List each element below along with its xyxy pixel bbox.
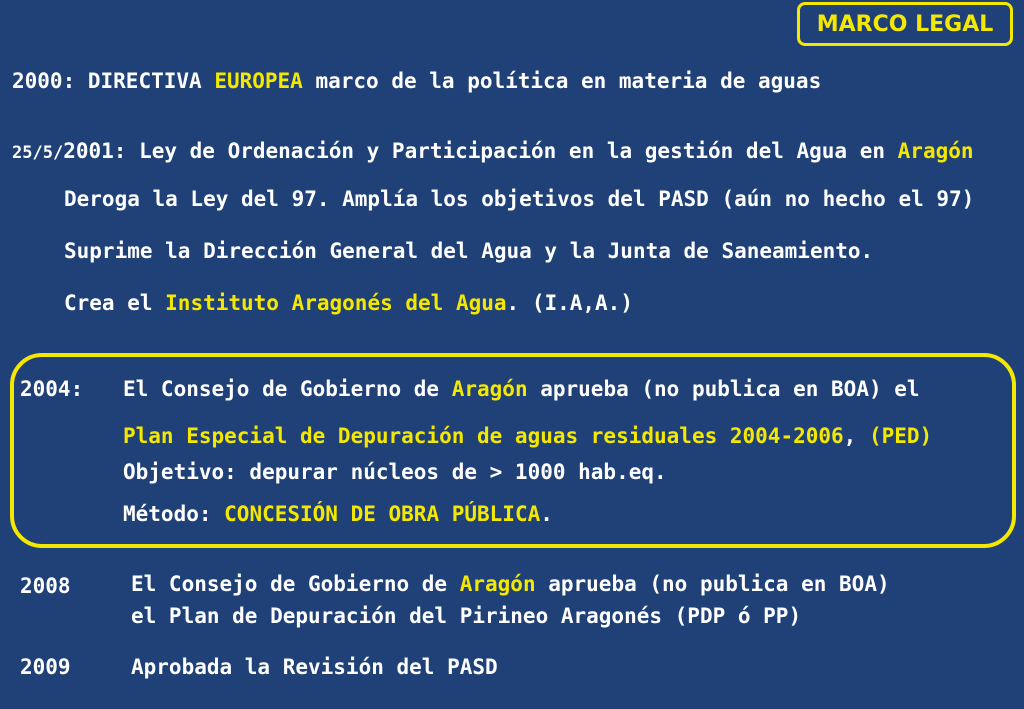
plan-especial-line xyxy=(123,423,932,449)
ley-text: Ley de Ordenación y Participación en la gestión del Agua en xyxy=(139,139,898,163)
plan-pirineo-line: el Plan de Depuración del Pirineo Aragonés (PDP ó PP) xyxy=(131,604,802,628)
row-2001 xyxy=(12,138,974,166)
consejo-prefix: El Consejo de Gobierno de xyxy=(123,377,452,401)
date-prefix-2001: 25/5/ xyxy=(12,143,64,163)
crea-line xyxy=(64,290,633,316)
consejo-2008-suffix: aprueba (no publica en BOA) xyxy=(535,572,890,596)
row-2000 xyxy=(12,68,821,94)
directiva-description: marco de la política en materia de aguas xyxy=(315,69,822,93)
metodo-line xyxy=(123,501,553,527)
aragon-highlight-2004: Aragón xyxy=(451,377,528,401)
suprime-line: Suprime la Dirección General del Agua y la Junta de Saneamiento. xyxy=(64,239,874,263)
crea-prefix: Crea el xyxy=(64,291,166,315)
concesion-highlight: CONCESIÓN DE OBRA PÚBLICA xyxy=(224,502,541,526)
objetivo-line: Objetivo: depurar núcleos de > 1000 hab.eq. xyxy=(123,460,667,484)
revision-line: Aprobada la Revisión del PASD xyxy=(131,655,498,679)
year-2000: 2000: xyxy=(12,69,76,93)
aragon-highlight: Aragón xyxy=(897,139,974,163)
consejo-2008-line xyxy=(131,571,890,597)
instituto-highlight: Instituto Aragonés del Agua xyxy=(165,291,507,315)
consejo-2004-line xyxy=(123,376,920,402)
directiva-text: DIRECTIVA xyxy=(87,69,215,93)
year-2009: 2009 xyxy=(20,655,71,679)
year-2004: 2004: xyxy=(20,377,84,401)
consejo-suffix: aprueba (no publica en BOA) el xyxy=(527,377,920,401)
plan-comma: , xyxy=(843,424,869,448)
year-2008: 2008 xyxy=(20,574,71,598)
consejo-2008-prefix: El Consejo de Gobierno de xyxy=(131,572,460,596)
year-2001: 2001: xyxy=(63,139,127,163)
plan-especial-highlight: Plan Especial de Depuración de aguas residuales 2004-2006 xyxy=(123,424,844,448)
metodo-period: . xyxy=(540,502,553,526)
metodo-prefix: Método: xyxy=(123,502,225,526)
ped-highlight: (PED) xyxy=(868,424,933,448)
europea-highlight: EUROPEA xyxy=(214,69,303,93)
aragon-highlight-2008: Aragón xyxy=(459,572,536,596)
deroga-line: Deroga la Ley del 97. Amplía los objetivos del PASD (aún no hecho el 97) xyxy=(64,187,975,211)
marco-legal-badge: MARCO LEGAL xyxy=(797,2,1013,46)
crea-suffix: . (I.A,A.) xyxy=(506,291,633,315)
